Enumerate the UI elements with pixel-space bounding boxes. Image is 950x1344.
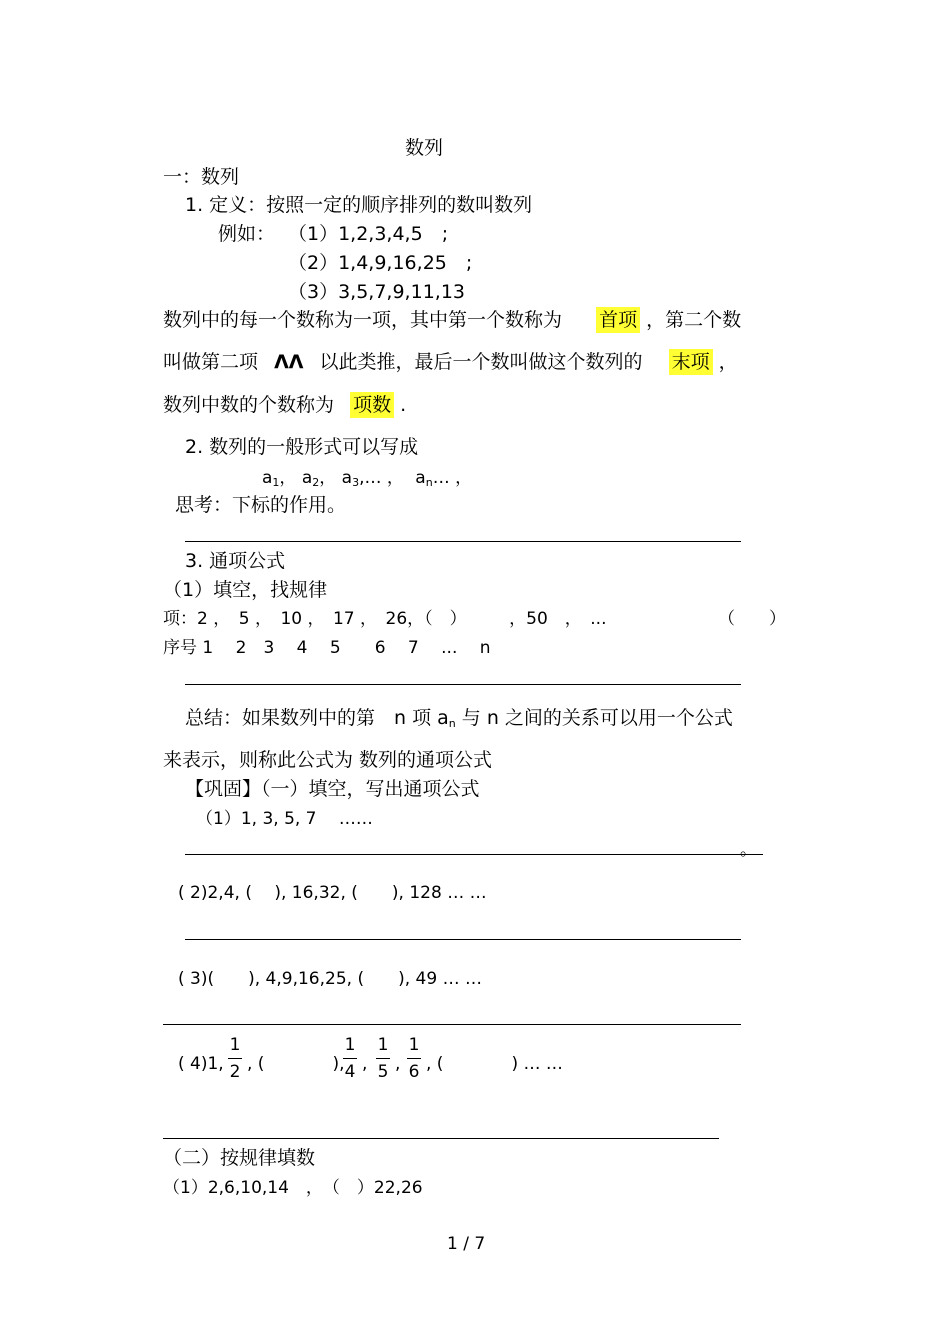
part-2-heading: （二）按规律填数: [163, 1147, 316, 1169]
part-2-exercise-1: （1）2,6,10,14 ， （ ）22,26: [163, 1178, 423, 1198]
section-heading: 一：数列: [163, 166, 240, 188]
summary-line-2: 来表示，则称此公式为 数列的通项公式: [163, 749, 493, 771]
think-prompt: 思考：下标的作用。: [175, 494, 347, 516]
subscript: n: [425, 476, 433, 489]
paragraph-text: 数列中数的个数称为: [163, 394, 335, 416]
paragraph-line-1: [163, 308, 741, 332]
summary-text: 总结：如果数列中的第 n 项 a: [185, 707, 449, 729]
fraction-one-half: [225, 1035, 245, 1082]
example-3: （3）3,5,7,9,11,13: [288, 281, 465, 303]
comma: ,: [395, 1054, 401, 1074]
paragraph-text: ，第二个数: [646, 309, 742, 331]
answer-line: [185, 684, 741, 685]
exercise-3: ( 3)( ), 4,9,16,25, ( ), 49 … …: [178, 969, 482, 989]
page-number: 1 / 7: [447, 1234, 486, 1254]
highlight-first-term: 首项: [596, 307, 640, 333]
subsection-1: （1）填空，找规律: [163, 579, 328, 601]
lambda-symbols: ΛΛ: [274, 351, 304, 373]
section-3-heading: 3. 通项公式: [185, 550, 286, 572]
exercise-2: ( 2)2,4, ( ), 16,32, ( ), 128 … …: [178, 883, 487, 903]
index-row: 序号 1 2 3 4 5 6 7 ... n: [163, 638, 491, 658]
fraction-one-fifth: [373, 1035, 393, 1082]
numerator: 1: [344, 1035, 356, 1055]
example-label: 例如：: [218, 223, 276, 245]
terms-answer-paren: （ ）: [718, 609, 786, 629]
denominator: 6: [408, 1062, 420, 1082]
answer-line: [163, 1024, 741, 1025]
subscript: 3: [352, 476, 360, 489]
term-a: a: [415, 468, 426, 488]
comma: ,: [362, 1054, 368, 1074]
answer-line: [185, 541, 741, 542]
answer-line: [185, 854, 763, 855]
example-1: （1）1,2,3,4,5 ;: [288, 223, 449, 245]
fraction-bar: [376, 1058, 390, 1059]
separator: ，: [319, 468, 337, 488]
exercise-4-blank-1: , ( ),: [247, 1054, 345, 1074]
paragraph-text: 以此类推，最后一个数叫做这个数列的: [319, 351, 643, 373]
answer-line: [185, 939, 741, 940]
separator: ，: [279, 468, 297, 488]
denominator: 4: [344, 1062, 356, 1082]
fraction-bar: [228, 1058, 242, 1059]
paragraph-line-2: [163, 350, 738, 374]
answer-line: [163, 1138, 719, 1139]
term-a: a: [262, 468, 273, 488]
exercise-4-blank-2: , ( ) … …: [426, 1054, 563, 1074]
denominator: 5: [377, 1062, 389, 1082]
fraction-one-sixth: [404, 1035, 424, 1082]
fraction-bar: [343, 1058, 357, 1059]
paragraph-text: .: [400, 394, 407, 416]
paragraph-text: 数列中的每一个数称为一项，其中第一个数称为: [163, 309, 563, 331]
example-2: （2）1,4,9,16,25 ;: [288, 252, 473, 274]
fraction-one-quarter: [340, 1035, 360, 1082]
term-a: a: [341, 468, 353, 488]
numerator: 1: [377, 1035, 389, 1055]
exercise-1: （1）1, 3, 5, 7 ……: [196, 809, 373, 829]
consolidate-heading: 【巩固】（一）填空，写出通项公式: [185, 778, 480, 800]
subscript: 2: [312, 476, 320, 489]
separator: ,… ，: [359, 468, 404, 488]
page-title: 数列: [405, 137, 444, 159]
fraction-bar: [407, 1058, 421, 1059]
summary-text: 与 n 之间的关系可以用一个公式: [455, 707, 733, 729]
section-2-heading: 2. 数列的一般形式可以写成: [185, 436, 419, 458]
general-form: [262, 466, 472, 495]
subscript: 1: [272, 476, 280, 489]
paragraph-text: 叫做第二项: [163, 351, 259, 373]
term-a: a: [301, 468, 313, 488]
numerator: 1: [408, 1035, 420, 1055]
paragraph-text: ，: [718, 351, 738, 373]
terms-row: 项：2 ， 5 ， 10 ， 17 ， 26，（ ） ，50 ， ...: [163, 609, 607, 629]
paragraph-line-3: [163, 393, 406, 417]
exercise-4-start: ( 4)1,: [178, 1054, 224, 1074]
summary-line-1: [185, 706, 733, 736]
denominator: 2: [229, 1062, 241, 1082]
highlight-last-term: 末项: [669, 349, 713, 375]
highlight-num-terms: 项数: [350, 392, 394, 418]
exercise-1-end-mark: 。: [740, 840, 757, 860]
definition-line: 1. 定义：按照一定的顺序排列的数叫数列: [185, 194, 533, 216]
separator: … ，: [432, 468, 473, 488]
subscript: n: [448, 717, 456, 730]
numerator: 1: [229, 1035, 241, 1055]
